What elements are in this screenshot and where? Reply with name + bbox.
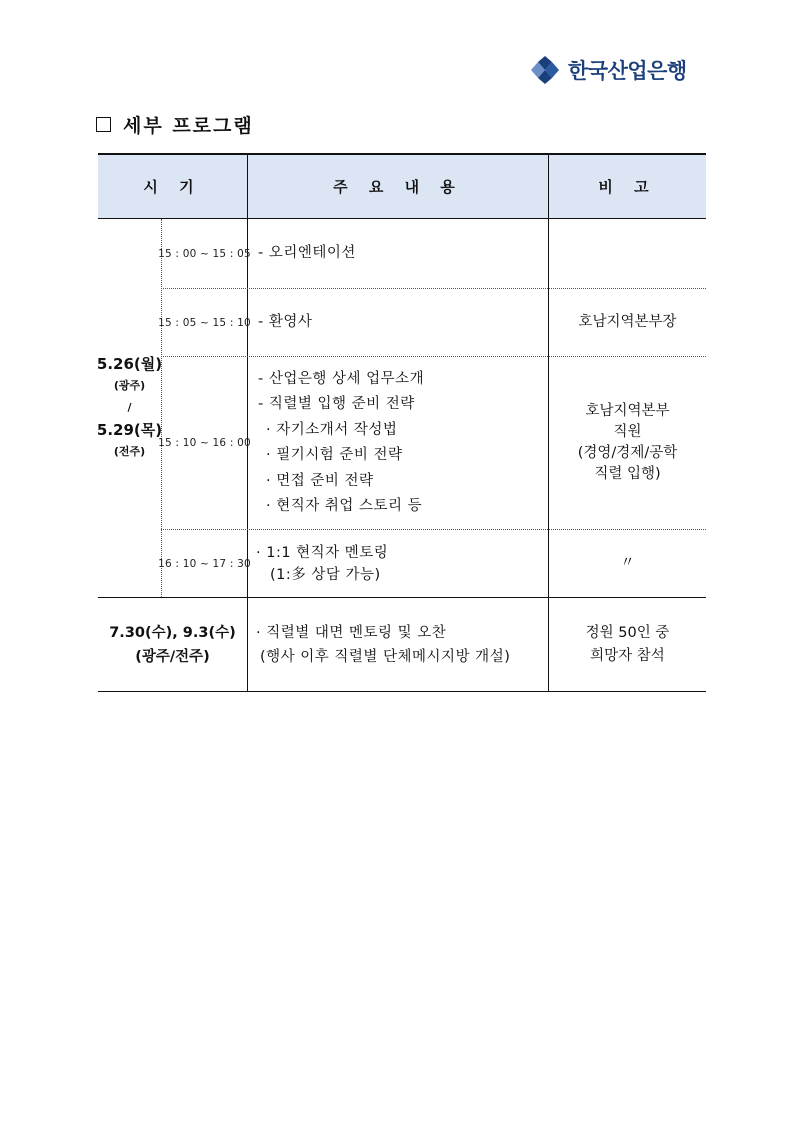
- content-cell: [258, 289, 548, 356]
- date-1: 5.26(월): [96, 355, 163, 373]
- time-range: 15 : 05 ~ 15 : 10: [158, 316, 251, 329]
- note-line: 직원: [613, 424, 642, 440]
- date-cell-group1: [98, 219, 161, 597]
- content-cell: [256, 530, 548, 597]
- time-range: 16 : 10 ~ 17 : 30: [158, 557, 251, 570]
- header-note-label: 비 고: [598, 177, 657, 196]
- note-line: 정원 50인 중: [585, 624, 670, 641]
- date-2: 5.29(목): [96, 421, 163, 439]
- content-line: · 직렬별 대면 멘토링 및 오찬: [256, 624, 447, 641]
- content-line: · 현직자 취업 스토리 등: [266, 498, 423, 514]
- column-divider-1: [247, 153, 248, 692]
- date-range: 7.30(수), 9.3(수): [109, 624, 236, 641]
- time-range: 15 : 00 ~ 15 : 05: [158, 247, 251, 260]
- content-line: - 산업은행 상세 업무소개: [258, 370, 425, 387]
- note-line: 희망자 참석: [590, 647, 665, 664]
- header-content: [248, 153, 548, 219]
- note-line: 직렬 입행): [594, 466, 661, 482]
- ditto-mark: 〃: [620, 555, 635, 571]
- note-cell: [549, 357, 706, 529]
- header-note: [549, 153, 706, 219]
- content-cell: [256, 598, 548, 691]
- content-line: - 직렬별 입행 준비 전략: [258, 396, 415, 412]
- note-cell: [549, 289, 706, 356]
- kdb-logo-icon: [529, 56, 561, 84]
- content-line: · 자기소개서 작성법: [266, 421, 398, 438]
- content-cell: [258, 357, 548, 529]
- program-table: [98, 153, 706, 692]
- content-line: - 오리엔테이션: [258, 244, 356, 261]
- note-line: 호남지역본부장: [578, 314, 677, 330]
- logo-text: 한국산업은행: [568, 59, 687, 83]
- section-heading: [96, 110, 254, 138]
- note-cell: [549, 530, 706, 597]
- time-cell: [158, 289, 251, 356]
- header-period-label: 시 기: [143, 177, 202, 196]
- time-range: 15 : 10 ~ 16 : 00: [158, 437, 251, 449]
- city-2: (전주): [113, 445, 146, 458]
- time-cell: [158, 530, 251, 597]
- content-line: · 면접 준비 전략: [266, 472, 374, 489]
- city-1: (광주): [113, 379, 146, 392]
- table-bottom-border: [98, 691, 706, 692]
- content-line: (행사 이후 직렬별 단체메시지방 개설): [260, 648, 511, 665]
- note-cell: [549, 598, 706, 691]
- header-content-label: 주 요 내 용: [333, 177, 463, 196]
- company-logo: [529, 54, 709, 86]
- content-line: · 1:1 현직자 멘토링: [256, 544, 389, 561]
- section-title: 세부 프로그램: [123, 114, 254, 137]
- date-cell-group2: [98, 598, 247, 691]
- time-cell: [158, 219, 251, 288]
- content-line: · 필기시험 준비 전략: [266, 447, 403, 463]
- time-cell: [158, 357, 251, 529]
- note-line: (경영/경제/공학: [577, 445, 678, 461]
- content-cell: [258, 219, 548, 288]
- note-line: 호남지역본부: [585, 403, 670, 419]
- content-line: (1:多 상담 가능): [270, 566, 381, 583]
- date-separator: /: [127, 401, 132, 414]
- city-range: (광주/전주): [135, 648, 210, 665]
- content-line: - 환영사: [258, 313, 313, 330]
- square-bullet-icon: [96, 117, 111, 132]
- header-period: [98, 153, 247, 219]
